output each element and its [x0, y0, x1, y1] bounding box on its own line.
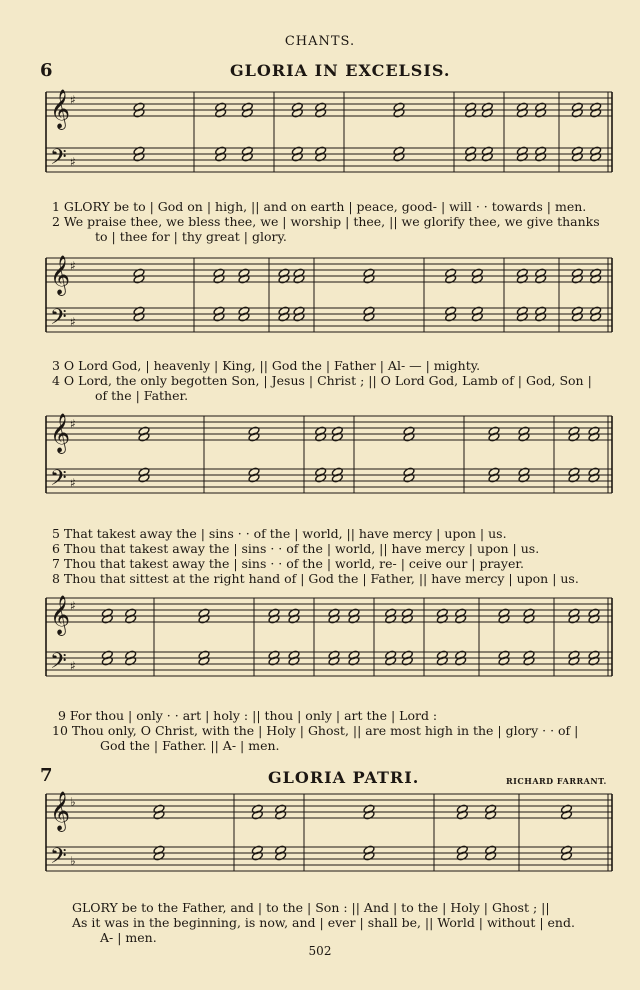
chant-title: GLORIA IN EXCELSIS.	[230, 61, 451, 80]
verse-line: 9 For thou | only · · art | holy : || thou | only | art the | Lord :	[58, 708, 438, 723]
music-system-5	[44, 788, 614, 893]
verse-line: As it was in the beginning, is now, and | ever | shall be, || World | without | end.	[72, 915, 575, 930]
svg-text:♯: ♯	[70, 476, 76, 490]
chant-title: GLORIA PATRI.	[268, 768, 420, 787]
svg-text:𝄢: 𝄢	[50, 844, 67, 874]
svg-text:𝄞: 𝄞	[50, 413, 71, 453]
verse-line: 8 Thou that sittest at the right hand of | God the | Father, || have mercy | upon | us.	[52, 571, 579, 586]
svg-text:♯: ♯	[70, 599, 76, 613]
verse-line: 7 Thou that takest away the | sins · · of the | world, re- | ceive our | prayer.	[52, 556, 524, 571]
svg-text:𝄞: 𝄞	[50, 89, 71, 129]
composer-name: RICHARD FARRANT.	[506, 776, 607, 786]
svg-text:♭: ♭	[70, 795, 76, 809]
verse-line: 4 O Lord, the only begotten Son, | Jesus | Christ ; || O Lord God, Lamb of | God, Son |	[52, 373, 592, 388]
score-staff-system	[44, 252, 614, 352]
verse-line: 10 Thou only, O Christ, with the | Holy | Ghost, || are most high in the | glory · · of |	[52, 723, 579, 738]
verse-line: God the | Father. || A- | men.	[100, 738, 280, 753]
svg-text:♭: ♭	[70, 854, 76, 868]
svg-text:♯: ♯	[70, 417, 76, 431]
verse-line: GLORY be to the Father, and | to the | Son : || And | to the | Holy | Ghost ; ||	[72, 900, 550, 915]
verse-line: 5 That takest away the | sins · · of the | world, || have mercy | upon | us.	[52, 526, 507, 541]
svg-text:♯: ♯	[70, 659, 76, 673]
music-system-1	[44, 86, 614, 196]
verse-line: 2 We praise thee, we bless thee, we | worship | thee, || we glorify thee, we give thanks	[52, 214, 600, 229]
svg-text:♯: ♯	[70, 93, 76, 107]
score-staff-system	[44, 410, 614, 515]
running-title: CHANTS.	[284, 34, 356, 49]
svg-text:𝄢: 𝄢	[50, 145, 67, 175]
svg-text:♯: ♯	[70, 315, 76, 329]
chant-number: 6	[40, 60, 53, 81]
verse-line: A- | men.	[100, 930, 157, 945]
verse-line: of the | Father.	[95, 388, 189, 403]
score-staff-system	[44, 592, 614, 700]
svg-text:𝄢: 𝄢	[50, 466, 67, 496]
chant-number: 7	[40, 765, 53, 786]
svg-text:𝄞: 𝄞	[50, 595, 71, 635]
verse-line: to | thee for | thy great | glory.	[95, 229, 287, 244]
page-number: 502	[308, 944, 332, 958]
verse-line: 3 O Lord God, | heavenly | King, || God the | Father | Al- — | mighty.	[52, 358, 481, 373]
svg-text:𝄞: 𝄞	[50, 255, 71, 295]
verse-line: 1 GLORY be to | God on | high, || and on earth | peace, good- | will · · towards | men.	[52, 199, 587, 214]
score-staff-system	[44, 788, 614, 893]
svg-text:♯: ♯	[70, 155, 76, 169]
svg-text:𝄞: 𝄞	[50, 791, 71, 831]
svg-text:𝄢: 𝄢	[50, 649, 67, 679]
score-staff-system	[44, 86, 614, 196]
svg-text:♯: ♯	[70, 259, 76, 273]
verse-line: 6 Thou that takest away the | sins · · of the | world, || have mercy | upon | us.	[52, 541, 540, 556]
music-system-2	[44, 252, 614, 352]
music-system-4	[44, 592, 614, 700]
music-system-3	[44, 410, 614, 515]
svg-text:𝄢: 𝄢	[50, 305, 67, 335]
